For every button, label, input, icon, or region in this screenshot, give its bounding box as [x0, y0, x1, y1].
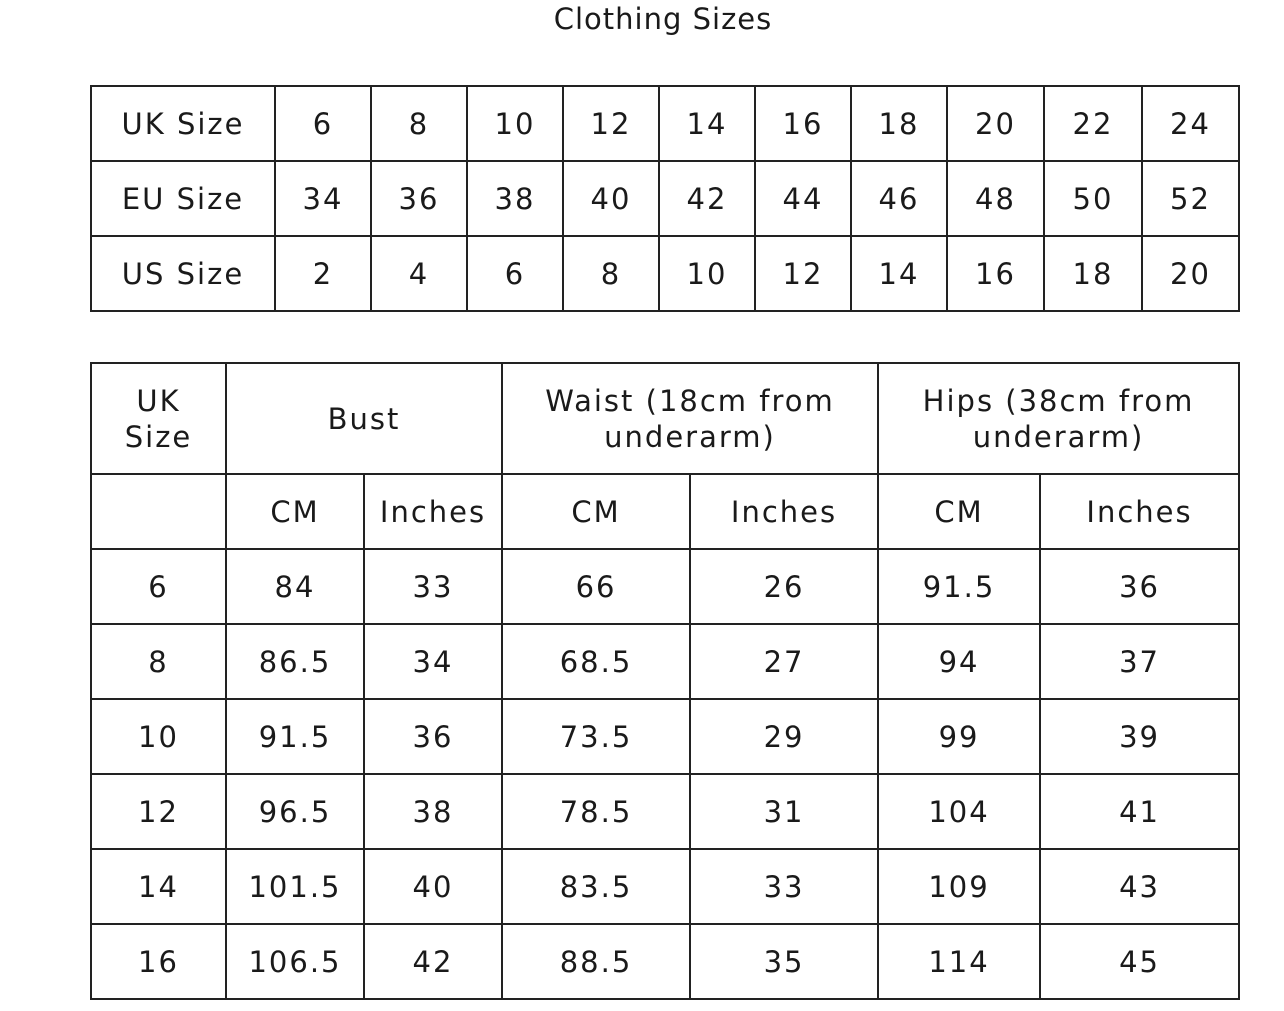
measurement-cell: 94: [878, 624, 1040, 699]
measurement-cell: 114: [878, 924, 1040, 999]
size-cell: 40: [563, 161, 659, 236]
size-cell: 48: [947, 161, 1044, 236]
table-row: [91, 699, 1239, 774]
table-row: [91, 774, 1239, 849]
size-cell: 20: [1142, 236, 1239, 311]
uk-size-cell: 8: [91, 624, 226, 699]
measurement-cell: 34: [364, 624, 502, 699]
units-row: [91, 474, 1239, 549]
size-cell: 6: [275, 86, 371, 161]
size-cell: 20: [947, 86, 1044, 161]
table-row: [91, 924, 1239, 999]
size-cell: 50: [1044, 161, 1142, 236]
measurement-cell: 36: [364, 699, 502, 774]
size-cell: 2: [275, 236, 371, 311]
row-label: UK Size: [91, 86, 275, 161]
size-cell: 44: [755, 161, 851, 236]
waist-inches-unit: Inches: [690, 474, 878, 549]
uk-size-header-line1: UK: [136, 383, 181, 418]
measurement-cell: 99: [878, 699, 1040, 774]
row-label: EU Size: [91, 161, 275, 236]
size-cell: 24: [1142, 86, 1239, 161]
table-row: [91, 549, 1239, 624]
hips-inches-unit: Inches: [1040, 474, 1239, 549]
measurement-cell: 68.5: [502, 624, 690, 699]
size-cell: 16: [947, 236, 1044, 311]
size-cell: 18: [1044, 236, 1142, 311]
measurement-cell: 84: [226, 549, 364, 624]
measurement-cell: 96.5: [226, 774, 364, 849]
uk-size-cell: 12: [91, 774, 226, 849]
table-row: [91, 86, 1239, 161]
size-conversion-table: [90, 85, 1240, 312]
measurement-cell: 66: [502, 549, 690, 624]
measurement-cell: 37: [1040, 624, 1239, 699]
measurement-cell: 29: [690, 699, 878, 774]
measurements-header-row: [91, 363, 1239, 474]
size-cell: 8: [371, 86, 467, 161]
hips-header: Hips (38cm from underarm): [878, 363, 1239, 474]
measurement-cell: 43: [1040, 849, 1239, 924]
size-cell: 14: [851, 236, 947, 311]
table-row: [91, 624, 1239, 699]
units-empty-cell: [91, 474, 226, 549]
measurement-cell: 33: [690, 849, 878, 924]
measurement-cell: 101.5: [226, 849, 364, 924]
measurement-cell: 35: [690, 924, 878, 999]
bust-inches-unit: Inches: [364, 474, 502, 549]
table-row: [91, 161, 1239, 236]
page-title: Clothing Sizes: [553, 2, 773, 36]
measurement-cell: 39: [1040, 699, 1239, 774]
size-cell: 52: [1142, 161, 1239, 236]
measurement-cell: 36: [1040, 549, 1239, 624]
waist-cm-unit: CM: [502, 474, 690, 549]
size-cell: 6: [467, 236, 563, 311]
size-cell: 36: [371, 161, 467, 236]
measurement-cell: 91.5: [226, 699, 364, 774]
measurement-cell: 33: [364, 549, 502, 624]
size-cell: 16: [755, 86, 851, 161]
measurement-cell: 78.5: [502, 774, 690, 849]
size-cell: 8: [563, 236, 659, 311]
size-cell: 14: [659, 86, 755, 161]
size-cell: 10: [467, 86, 563, 161]
size-cell: 12: [755, 236, 851, 311]
measurement-cell: 73.5: [502, 699, 690, 774]
size-cell: 42: [659, 161, 755, 236]
measurement-cell: 91.5: [878, 549, 1040, 624]
measurement-cell: 31: [690, 774, 878, 849]
size-cell: 38: [467, 161, 563, 236]
size-cell: 4: [371, 236, 467, 311]
size-cell: 12: [563, 86, 659, 161]
size-cell: 46: [851, 161, 947, 236]
waist-header: Waist (18cm from underarm): [502, 363, 878, 474]
measurement-cell: 41: [1040, 774, 1239, 849]
measurement-cell: 83.5: [502, 849, 690, 924]
measurement-cell: 45: [1040, 924, 1239, 999]
measurement-cell: 40: [364, 849, 502, 924]
measurements-table: [90, 362, 1240, 1000]
measurement-cell: 42: [364, 924, 502, 999]
size-cell: 18: [851, 86, 947, 161]
measurement-cell: 86.5: [226, 624, 364, 699]
uk-size-header: [91, 363, 226, 474]
uk-size-cell: 16: [91, 924, 226, 999]
row-label: US Size: [91, 236, 275, 311]
uk-size-cell: 10: [91, 699, 226, 774]
uk-size-header-line2: Size: [124, 419, 193, 454]
measurement-cell: 26: [690, 549, 878, 624]
size-cell: 22: [1044, 86, 1142, 161]
table-row: [91, 236, 1239, 311]
uk-size-cell: 14: [91, 849, 226, 924]
size-cell: 10: [659, 236, 755, 311]
table-row: [91, 849, 1239, 924]
measurement-cell: 38: [364, 774, 502, 849]
uk-size-cell: 6: [91, 549, 226, 624]
measurement-cell: 109: [878, 849, 1040, 924]
measurement-cell: 104: [878, 774, 1040, 849]
hips-cm-unit: CM: [878, 474, 1040, 549]
bust-cm-unit: CM: [226, 474, 364, 549]
measurement-cell: 88.5: [502, 924, 690, 999]
size-cell: 34: [275, 161, 371, 236]
measurement-cell: 27: [690, 624, 878, 699]
bust-header: Bust: [226, 363, 502, 474]
measurement-cell: 106.5: [226, 924, 364, 999]
